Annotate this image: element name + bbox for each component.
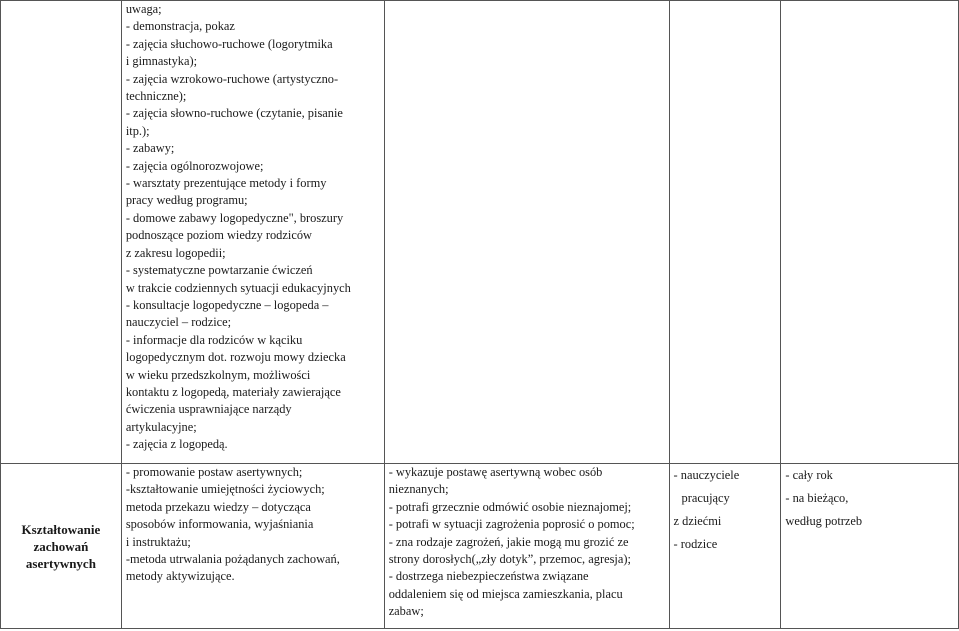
text-line: ćwiczenia usprawniające narządy: [125, 402, 292, 417]
text-line: kontaktu z logopedą, materiały zawierające: [125, 384, 341, 399]
text-line: logopedycznym dot. rozwoju mowy dziecka: [125, 350, 346, 365]
text-line: -metoda utrwalania pożądanych zachowań,: [125, 552, 340, 567]
text-line: oddaleniem się od miejsca zamieszkania, placu: [388, 586, 623, 601]
text-line: zabaw;: [388, 604, 424, 619]
text-line: metoda przekazu wiedzy – dotycząca: [125, 499, 311, 514]
text-line: - nauczyciele: [673, 468, 740, 482]
text-line: - zajęcia wzrokowo-ruchowe (artystyczno-: [125, 71, 339, 86]
text-line: - zabawy;: [125, 141, 175, 156]
empty-cell: [669, 1, 781, 464]
text-line: itp.);: [125, 123, 150, 138]
text-line: z dziećmi: [673, 514, 722, 528]
text-line: - systematyczne powtarzanie ćwiczeń: [125, 263, 313, 278]
text-line: - zajęcia z logopedą.: [125, 437, 228, 452]
text-line: w wieku przedszkolnym, możliwości: [125, 367, 311, 382]
text-line: - warsztaty prezentujące metody i formy: [125, 176, 327, 191]
methods-cell: [121, 1, 384, 464]
text-line: sposobów informowania, wyjaśniania: [125, 517, 314, 532]
text-line: - na bieżąco,: [785, 491, 849, 505]
table-row: [1, 464, 959, 629]
text-line: - zna rodzaje zagrożeń, jakie mogą mu grozić ze: [388, 534, 629, 549]
text-line: - informacje dla rodziców w kąciku: [125, 332, 303, 347]
responsible-cell: [669, 464, 781, 629]
text-line: podnoszące poziom wiedzy rodziców: [125, 228, 312, 243]
text-line: w trakcie codziennych sytuacji edukacyjnych: [125, 280, 351, 295]
empty-cell: [1, 1, 122, 464]
outcomes-cell: [384, 464, 669, 629]
text-line: techniczne);: [125, 89, 187, 104]
text-line: - konsultacje logopedyczne – logopeda –: [125, 297, 329, 312]
text-line: - zajęcia słowno-ruchowe (czytanie, pisanie: [125, 106, 343, 121]
text-line: Kształtowanie: [21, 521, 101, 537]
text-line: - zajęcia ogólnorozwojowe;: [125, 158, 264, 173]
text-line: - rodzice: [673, 537, 718, 551]
text-line: z zakresu logopedii;: [125, 245, 226, 260]
text-line: - cały rok: [785, 468, 833, 482]
text-line: strony dorosłych(„zły dotyk”, przemoc, agresja);: [388, 552, 631, 567]
text-line: i instruktażu;: [125, 534, 191, 549]
methods-cell: [121, 464, 384, 629]
text-line: nauczyciel – rodzice;: [125, 315, 232, 330]
text-line: - potrafi grzecznie odmówić osobie nieznajomej;: [388, 499, 632, 514]
empty-cell: [781, 1, 959, 464]
text-line: artykulacyjne;: [125, 419, 197, 434]
text-line: - potrafi w sytuacji zagrożenia poprosić o pomoc;: [388, 517, 635, 532]
section-label-cell: [1, 464, 122, 629]
empty-cell: [384, 1, 669, 464]
text-line: zachowań: [33, 538, 89, 554]
text-line: metody aktywizujące.: [125, 569, 235, 584]
text-line: - demonstracja, pokaz: [125, 19, 235, 34]
text-line: według potrzeb: [785, 514, 863, 528]
text-line: -kształtowanie umiejętności życiowych;: [125, 482, 325, 497]
text-line: uwaga;: [125, 2, 162, 16]
timeframe-cell: [781, 464, 959, 629]
text-line: nieznanych;: [388, 482, 449, 497]
text-line: - wykazuje postawę asertywną wobec osób: [388, 465, 603, 479]
text-line: asertywnych: [25, 555, 96, 571]
text-line: i gimnastyka);: [125, 54, 198, 69]
text-line: - promowanie postaw asertywnych;: [125, 465, 303, 479]
text-line: - domowe zabawy logopedyczne", broszury: [125, 210, 344, 225]
text-line: pracy według programu;: [125, 193, 248, 208]
text-line: pracujący: [681, 491, 730, 505]
table-row: [1, 1, 959, 464]
text-line: - zajęcia słuchowo-ruchowe (logorytmika: [125, 36, 333, 51]
text-line: - dostrzega niebezpieczeństwa związane: [388, 569, 589, 584]
